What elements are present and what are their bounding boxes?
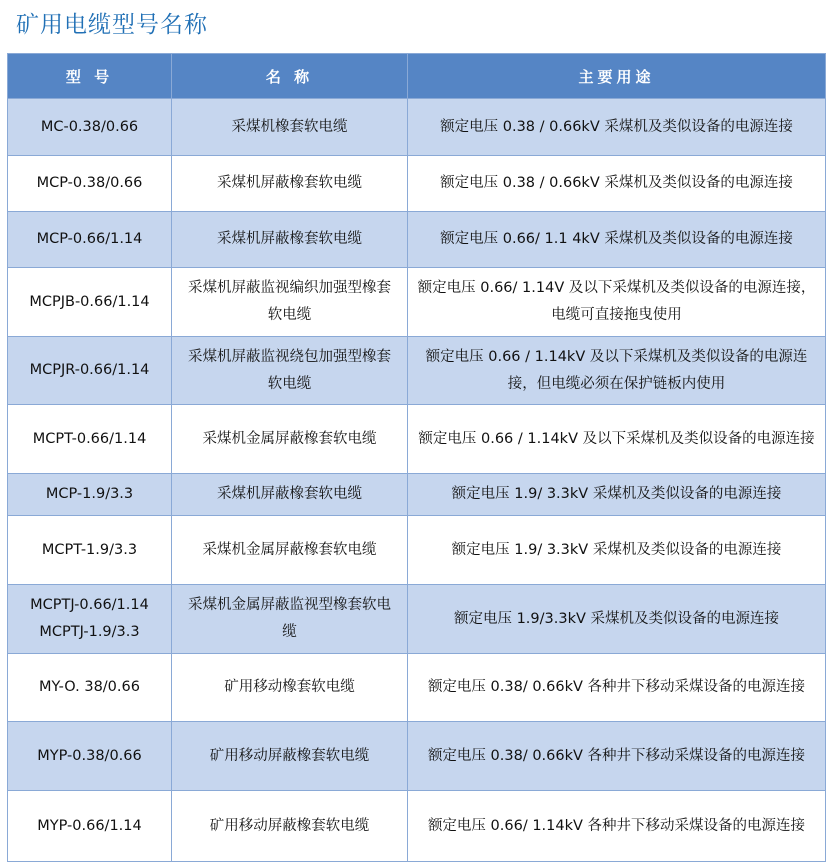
cable-model-table bbox=[7, 53, 826, 862]
table-row bbox=[8, 654, 826, 722]
cell-model: MCP-1.9/3.3 bbox=[8, 474, 172, 516]
table-row bbox=[8, 585, 826, 654]
cell-use: 额定电压 0.38 / 0.66kV 采煤机及类似设备的电源连接 bbox=[408, 99, 826, 156]
table-row bbox=[8, 791, 826, 862]
cell-use: 额定电压 1.9/ 3.3kV 采煤机及类似设备的电源连接 bbox=[408, 474, 826, 516]
cell-model: MCPJB-0.66/1.14 bbox=[8, 268, 172, 337]
cell-model: MCPJR-0.66/1.14 bbox=[8, 337, 172, 405]
cell-name: 采煤机金属屏蔽橡套软电缆 bbox=[172, 516, 408, 585]
table-header-row bbox=[8, 54, 826, 99]
cell-model bbox=[8, 585, 172, 654]
cell-model: MY-O. 38/0.66 bbox=[8, 654, 172, 722]
cell-use: 额定电压 0.66 / 1.14kV 及以下采煤机及类似设备的电源连接 bbox=[408, 405, 826, 474]
cell-use: 额定电压 0.66 / 1.14kV 及以下采煤机及类似设备的电源连接，但电缆必须在保护链板内使用 bbox=[408, 337, 826, 405]
cell-model: MYP-0.38/0.66 bbox=[8, 722, 172, 791]
cell-name: 矿用移动橡套软电缆 bbox=[172, 654, 408, 722]
cell-model-line: MCPTJ-0.66/1.14 bbox=[30, 597, 149, 613]
cell-use: 额定电压 0.38/ 0.66kV 各种井下移动采煤设备的电源连接 bbox=[408, 654, 826, 722]
cell-model: MCP-0.66/1.14 bbox=[8, 212, 172, 268]
cell-model-line: MCPTJ-1.9/3.3 bbox=[39, 624, 140, 640]
cell-model: MC-0.38/0.66 bbox=[8, 99, 172, 156]
cell-use: 额定电压 0.38 / 0.66kV 采煤机及类似设备的电源连接 bbox=[408, 156, 826, 212]
table-row bbox=[8, 99, 826, 156]
cell-use: 额定电压 1.9/ 3.3kV 采煤机及类似设备的电源连接 bbox=[408, 516, 826, 585]
cell-name: 采煤机金属屏蔽监视型橡套软电缆 bbox=[172, 585, 408, 654]
cell-use: 额定电压 0.66/ 1.1 4kV 采煤机及类似设备的电源连接 bbox=[408, 212, 826, 268]
cell-model: MCPT-1.9/3.3 bbox=[8, 516, 172, 585]
table-row bbox=[8, 474, 826, 516]
cell-name: 采煤机屏蔽监视绕包加强型橡套软电缆 bbox=[172, 337, 408, 405]
cell-use: 额定电压 0.66/ 1.14V 及以下采煤机及类似设备的电源连接，电缆可直接拖曳使用 bbox=[408, 268, 826, 337]
page-title: 矿用电缆型号名称 bbox=[16, 12, 208, 38]
table-row bbox=[8, 156, 826, 212]
header-name: 名 称 bbox=[172, 54, 408, 99]
cell-use: 额定电压 0.38/ 0.66kV 各种井下移动采煤设备的电源连接 bbox=[408, 722, 826, 791]
cell-model: MCPT-0.66/1.14 bbox=[8, 405, 172, 474]
table-row bbox=[8, 405, 826, 474]
table-row bbox=[8, 516, 826, 585]
table-row bbox=[8, 212, 826, 268]
cell-name: 矿用移动屏蔽橡套软电缆 bbox=[172, 791, 408, 862]
cell-model: MCP-0.38/0.66 bbox=[8, 156, 172, 212]
table-row bbox=[8, 722, 826, 791]
cell-name: 采煤机屏蔽监视编织加强型橡套软电缆 bbox=[172, 268, 408, 337]
table-row bbox=[8, 268, 826, 337]
table-row bbox=[8, 337, 826, 405]
header-model: 型 号 bbox=[8, 54, 172, 99]
cell-name: 采煤机屏蔽橡套软电缆 bbox=[172, 156, 408, 212]
cell-name: 采煤机屏蔽橡套软电缆 bbox=[172, 474, 408, 516]
cell-name: 采煤机橡套软电缆 bbox=[172, 99, 408, 156]
header-use: 主要用途 bbox=[408, 54, 826, 99]
cell-use: 额定电压 0.66/ 1.14kV 各种井下移动采煤设备的电源连接 bbox=[408, 791, 826, 862]
cell-name: 采煤机金属屏蔽橡套软电缆 bbox=[172, 405, 408, 474]
cell-name: 采煤机屏蔽橡套软电缆 bbox=[172, 212, 408, 268]
cell-use: 额定电压 1.9/3.3kV 采煤机及类似设备的电源连接 bbox=[408, 585, 826, 654]
cell-name: 矿用移动屏蔽橡套软电缆 bbox=[172, 722, 408, 791]
cell-model: MYP-0.66/1.14 bbox=[8, 791, 172, 862]
